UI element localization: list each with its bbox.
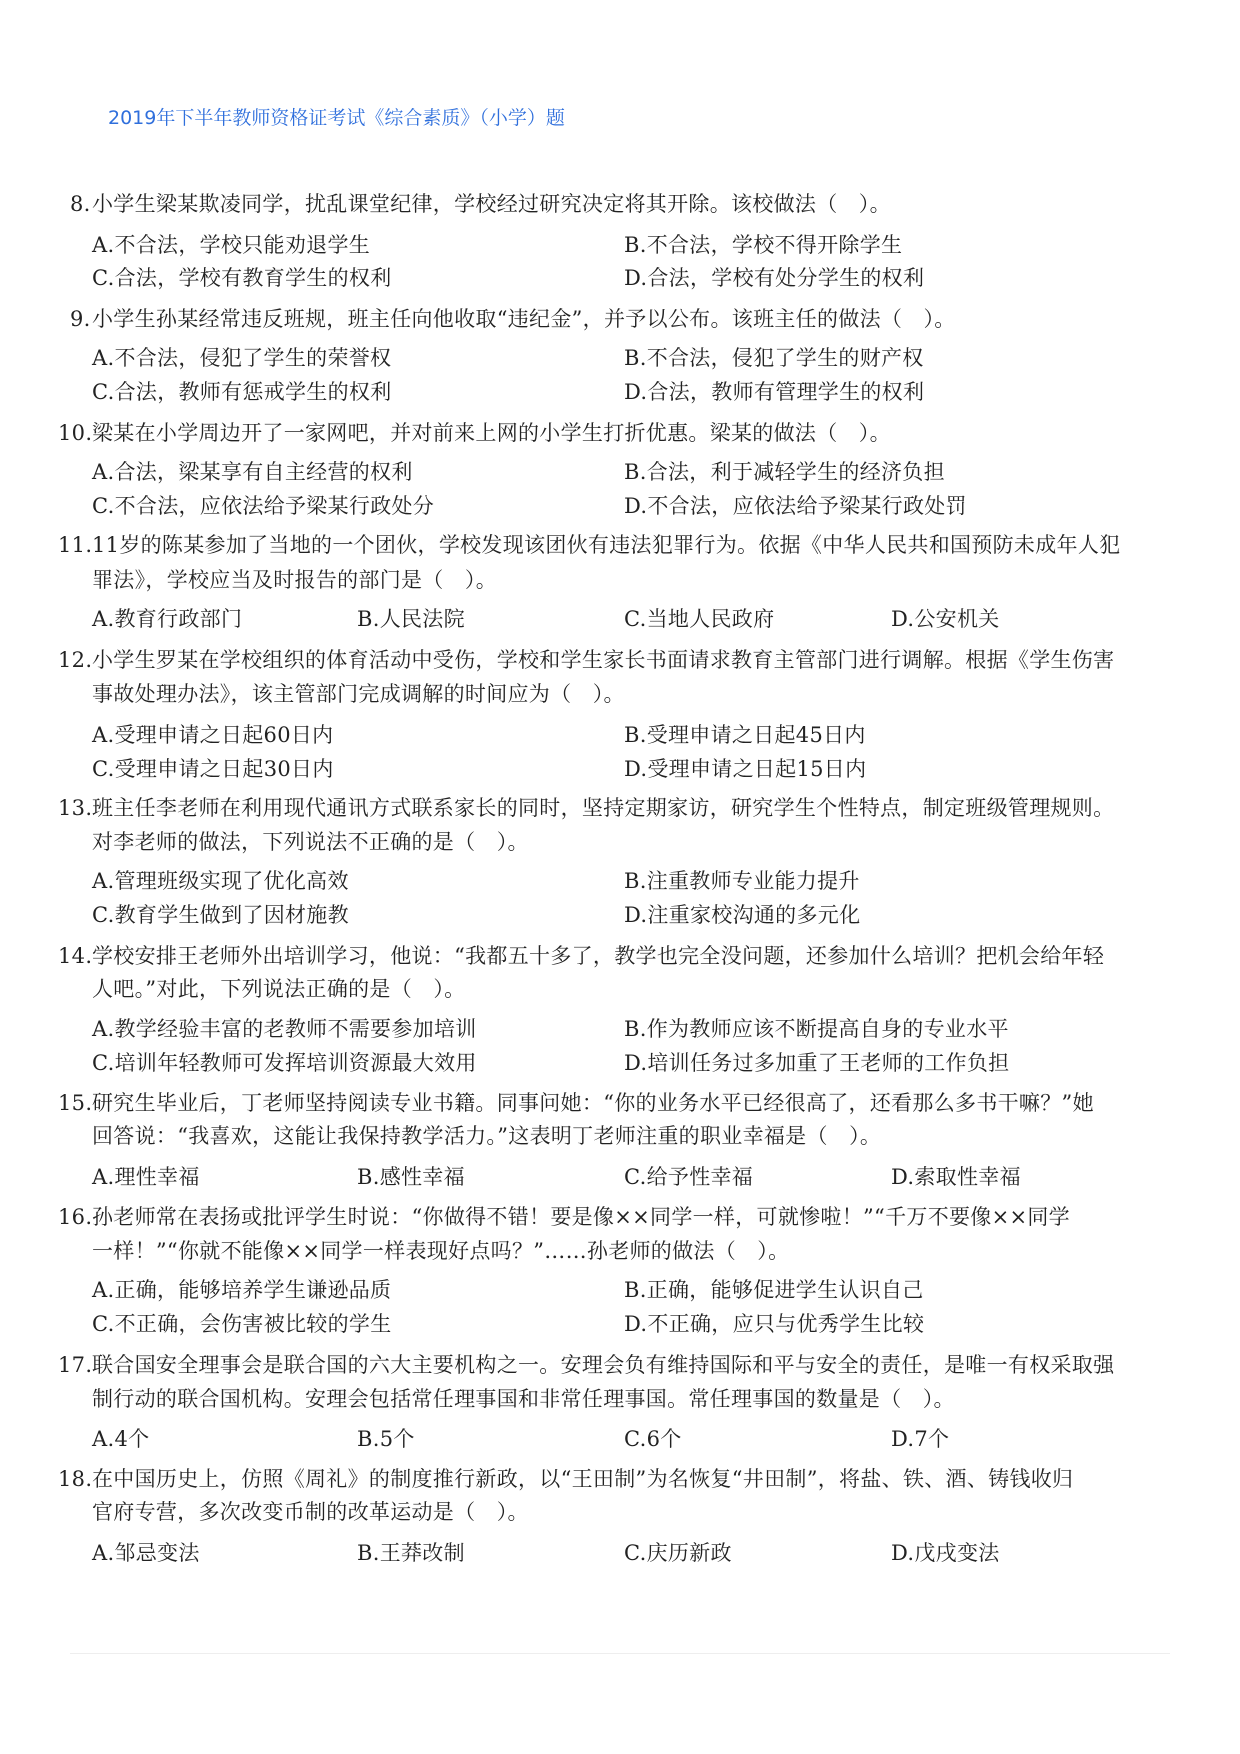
- answer-option: A.管理班级实现了优化高效: [92, 869, 349, 893]
- question-number: 10.: [58, 421, 93, 445]
- answer-option: C.教育学生做到了因材施教: [92, 903, 349, 927]
- answer-option: D.不合法，应依法给予梁某行政处罚: [624, 494, 967, 518]
- answer-option: D.索取性幸福: [891, 1165, 1021, 1189]
- answer-option: B.正确，能够促进学生认识自己: [624, 1278, 924, 1302]
- question-number: 8.: [70, 192, 91, 216]
- question-stem: 对李老师的做法，下列说法不正确的是（ ）。: [92, 830, 529, 854]
- question-stem: 班主任李老师在利用现代通讯方式联系家长的同时，坚持定期家访，研究学生个性特点，制定班级管理规则。: [92, 796, 1115, 820]
- answer-option: D.7个: [891, 1427, 950, 1451]
- question-stem: 孙老师常在表扬或批评学生时说：“你做得不错！要是像××同学一样，可就惨啦！”“千万不要像××同学: [92, 1205, 1070, 1229]
- answer-option: C.合法，教师有惩戒学生的权利: [92, 380, 392, 404]
- answer-option: C.不合法，应依法给予梁某行政处分: [92, 494, 435, 518]
- answer-option: A.不合法，侵犯了学生的荣誉权: [92, 346, 392, 370]
- question-number: 13.: [58, 796, 93, 820]
- answer-option: B.不合法，侵犯了学生的财产权: [624, 346, 924, 370]
- answer-option: D.合法，学校有处分学生的权利: [624, 266, 925, 290]
- answer-option: D.公安机关: [891, 607, 1000, 631]
- answer-option: D.注重家校沟通的多元化: [624, 903, 861, 927]
- answer-option: B.人民法院: [357, 607, 465, 631]
- question-number: 16.: [58, 1205, 93, 1229]
- answer-option: A.理性幸福: [92, 1165, 200, 1189]
- answer-option: A.正确，能够培养学生谦逊品质: [92, 1278, 392, 1302]
- question-number: 17.: [58, 1353, 93, 1377]
- question-stem: 11岁的陈某参加了当地的一个团伙，学校发现该团伙有违法犯罪行为。依据《中华人民共和国预防未成年人犯: [92, 533, 1121, 557]
- question-stem: 一样！”“你就不能像××同学一样表现好点吗？”……孙老师的做法（ ）。: [92, 1239, 790, 1263]
- answer-option: A.不合法，学校只能劝退学生: [92, 233, 371, 257]
- question-stem: 联合国安全理事会是联合国的六大主要机构之一。安理会负有维持国际和平与安全的责任，是唯一有权采取强: [92, 1353, 1115, 1377]
- answer-option: B.注重教师专业能力提升: [624, 869, 860, 893]
- answer-option: A.受理申请之日起60日内: [92, 723, 334, 747]
- answer-option: B.合法，利于减轻学生的经济负担: [624, 460, 945, 484]
- question-stem: 人吧。”对此，下列说法正确的是（ ）。: [92, 977, 466, 1001]
- answer-option: C.当地人民政府: [624, 607, 775, 631]
- answer-option: B.不合法，学校不得开除学生: [624, 233, 903, 257]
- question-number: 12.: [58, 648, 93, 672]
- question-stem: 回答说：“我喜欢，这能让我保持教学活力。”这表明丁老师注重的职业幸福是（ ）。: [92, 1124, 882, 1148]
- question-number: 11.: [58, 533, 93, 557]
- answer-option: B.5个: [357, 1427, 415, 1451]
- answer-option: C.6个: [624, 1427, 682, 1451]
- question-stem: 小学生孙某经常违反班规，班主任向他收取“违纪金”，并予以公布。该班主任的做法（ ）。: [92, 307, 956, 331]
- question-number: 14.: [58, 944, 93, 968]
- answer-option: D.戊戌变法: [891, 1541, 1000, 1565]
- answer-option: A.邹忌变法: [92, 1541, 200, 1565]
- question-stem: 梁某在小学周边开了一家网吧，并对前来上网的小学生打折优惠。梁某的做法（ ）。: [92, 421, 891, 445]
- question-stem: 事故处理办法》，该主管部门完成调解的时间应为（ ）。: [92, 682, 625, 706]
- question-number: 18.: [58, 1467, 93, 1491]
- answer-option: A.合法，梁某享有自主经营的权利: [92, 460, 413, 484]
- question-stem: 制行动的联合国机构。安理会包括常任理事国和非常任理事国。常任理事国的数量是（ ）。: [92, 1387, 955, 1411]
- answer-option: A.教育行政部门: [92, 607, 243, 631]
- answer-option: C.给予性幸福: [624, 1165, 754, 1189]
- document-title: 2019年下半年教师资格证考试《综合素质》（小学）题: [108, 107, 565, 129]
- answer-option: D.合法，教师有管理学生的权利: [624, 380, 925, 404]
- question-number: 9.: [70, 307, 91, 331]
- question-stem: 小学生梁某欺凌同学，扰乱课堂纪律，学校经过研究决定将其开除。该校做法（ ）。: [92, 192, 891, 216]
- answer-option: C.培训年轻教师可发挥培训资源最大效用: [92, 1051, 477, 1075]
- answer-option: C.庆历新政: [624, 1541, 732, 1565]
- answer-option: C.受理申请之日起30日内: [92, 757, 334, 781]
- answer-option: C.合法，学校有教育学生的权利: [92, 266, 392, 290]
- question-stem: 学校安排王老师外出培训学习，他说：“我都五十多了，教学也完全没问题，还参加什么培训？把机会给年轻: [92, 944, 1105, 968]
- answer-option: B.作为教师应该不断提高自身的专业水平: [624, 1017, 1009, 1041]
- answer-option: C.不正确，会伤害被比较的学生: [92, 1312, 392, 1336]
- question-stem: 罪法》，学校应当及时报告的部门是（ ）。: [92, 568, 497, 592]
- answer-option: A.4个: [92, 1427, 150, 1451]
- question-stem: 在中国历史上，仿照《周礼》的制度推行新政，以“王田制”为名恢复“井田制”，将盐、铁、酒、铸钱收归: [92, 1467, 1074, 1491]
- question-stem: 研究生毕业后，丁老师坚持阅读专业书籍。同事问她：“你的业务水平已经很高了，还看那么多书干嘛？”她: [92, 1091, 1094, 1115]
- answer-option: D.受理申请之日起15日内: [624, 757, 867, 781]
- question-stem: 官府专营，多次改变币制的改革运动是（ ）。: [92, 1500, 529, 1524]
- footer-divider: [70, 1653, 1170, 1654]
- answer-option: D.培训任务过多加重了王老师的工作负担: [624, 1051, 1010, 1075]
- answer-option: B.王莽改制: [357, 1541, 465, 1565]
- answer-option: A.教学经验丰富的老教师不需要参加培训: [92, 1017, 477, 1041]
- answer-option: B.受理申请之日起45日内: [624, 723, 866, 747]
- question-stem: 小学生罗某在学校组织的体育活动中受伤，学校和学生家长书面请求教育主管部门进行调解。根据《学生伤害: [92, 648, 1115, 672]
- question-number: 15.: [58, 1091, 93, 1115]
- answer-option: B.感性幸福: [357, 1165, 465, 1189]
- answer-option: D.不正确，应只与优秀学生比较: [624, 1312, 925, 1336]
